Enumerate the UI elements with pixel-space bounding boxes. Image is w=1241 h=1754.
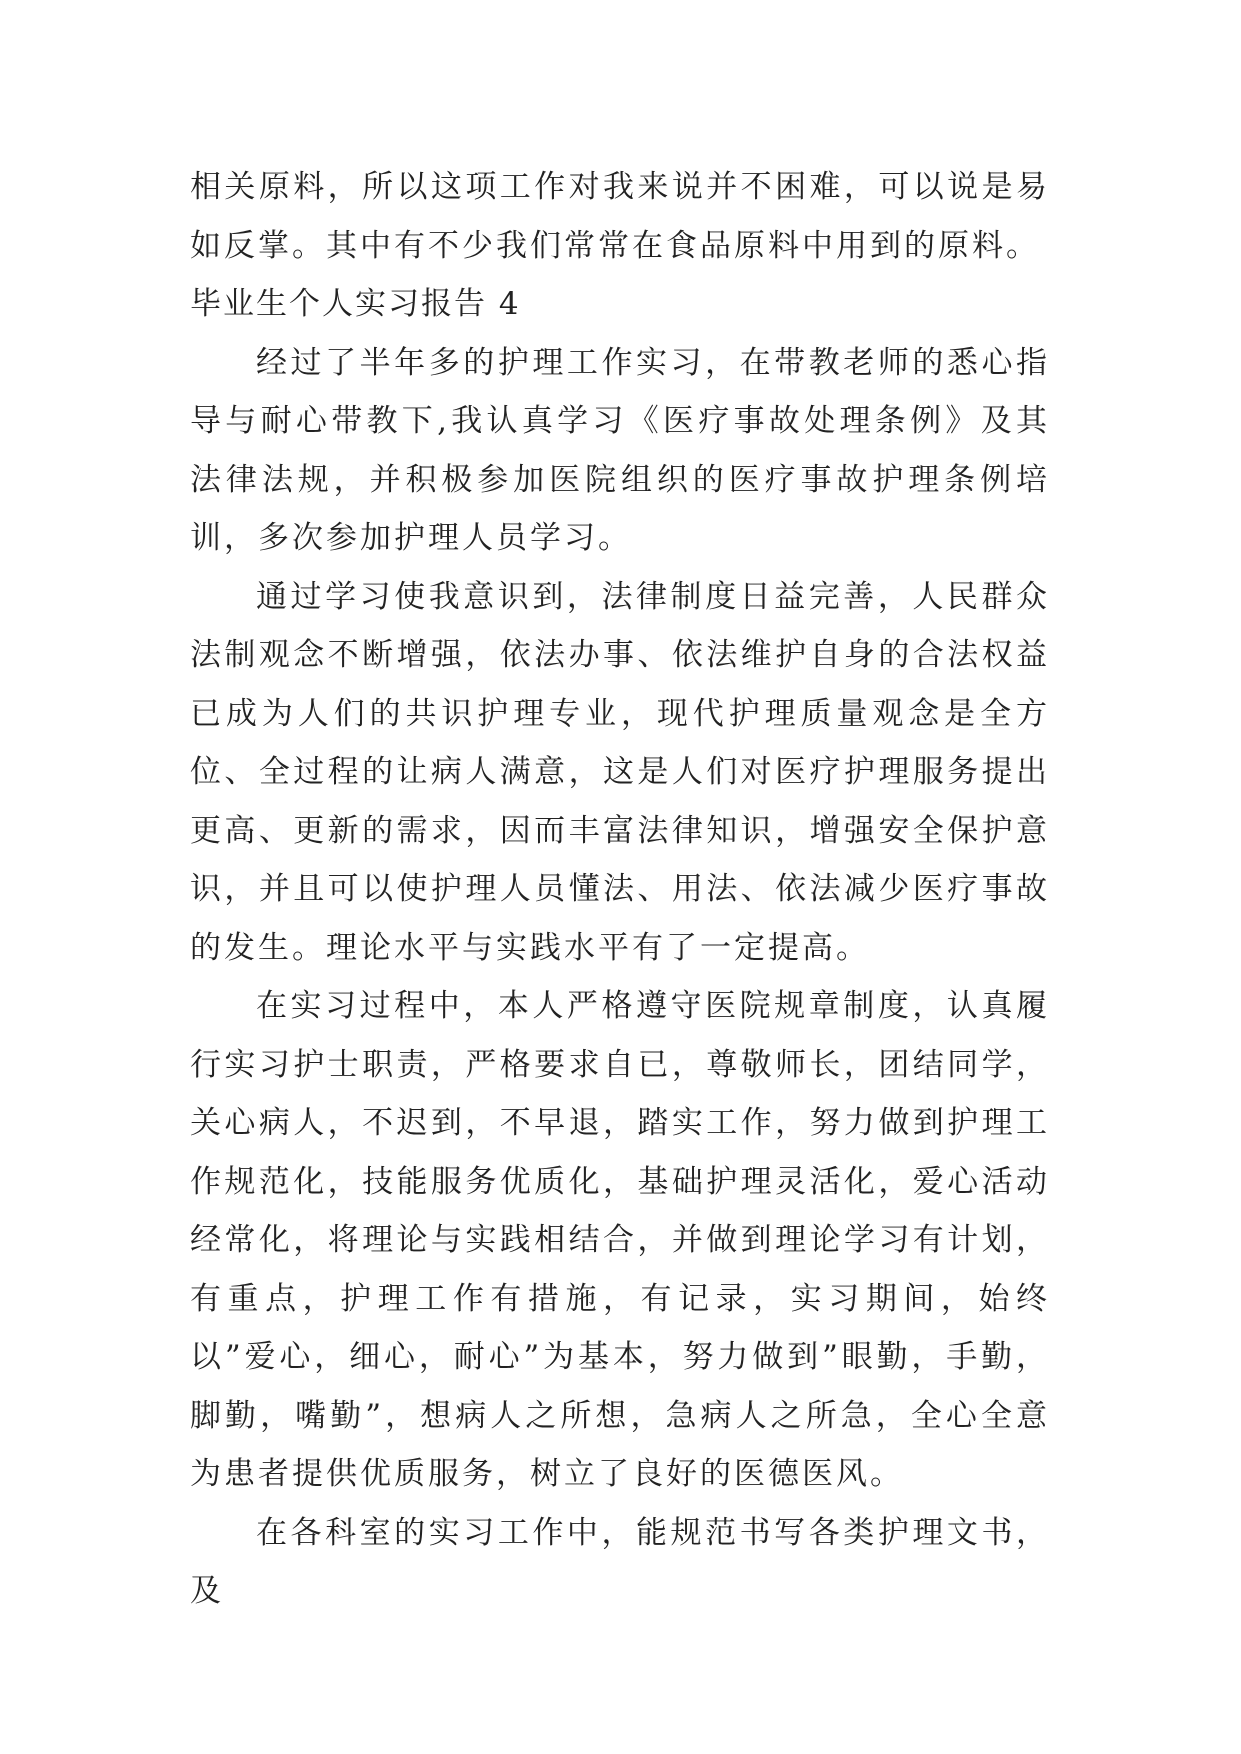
document-body [190,158,1050,1621]
section-title: 毕业生个人实习报告 4 [190,286,521,322]
paragraph-3: 在实习过程中，本人严格遵守医院规章制度，认真履行实习护士职责，严格要求自已，尊敬师长，团结同学，关心病人，不迟到，不早退，踏实工作，努力做到护理工作规范化，技能服务优质化，基础护理灵活化，爱心活动经常化，将理论与实践相结合，并做到理论学习有计划，有重点，护理工作有措施，有记录，实习期间，始终以”爱心，细心，耐心”为基本，努力做到”眼勤，手勤，脚勤，嘴勤”，想病人之所想，急病人之所急，全心全意为患者提供优质服务，树立了良好的医德医风。 [190,988,1050,1492]
paragraph-4: 在各科室的实习工作中，能规范书写各类护理文书，及 [190,1514,1050,1609]
paragraph-2: 通过学习使我意识到，法律制度日益完善，人民群众法制观念不断增强，依法办事、依法维护自身的合法权益已成为人们的共识护理专业，现代护理质量观念是全方位、全过程的让病人满意，这是人们对医疗护理服务提出更高、更新的需求，因而丰富法律知识，增强安全保护意识，并且可以使护理人员懂法、用法、依法减少医疗事故的发生。理论水平与实践水平有了一定提高。 [190,578,1050,966]
paragraph-1: 经过了半年多的护理工作实习，在带教老师的悉心指导与耐心带教下,我认真学习《医疗事故处理条例》及其法律法规，并积极参加医院组织的医疗事故护理条例培训，多次参加护理人员学习。 [190,344,1050,556]
continuation-paragraph: 相关原料，所以这项工作对我来说并不困难，可以说是易如反掌。其中有不少我们常常在食品原料中用到的原料。 [190,169,1050,264]
